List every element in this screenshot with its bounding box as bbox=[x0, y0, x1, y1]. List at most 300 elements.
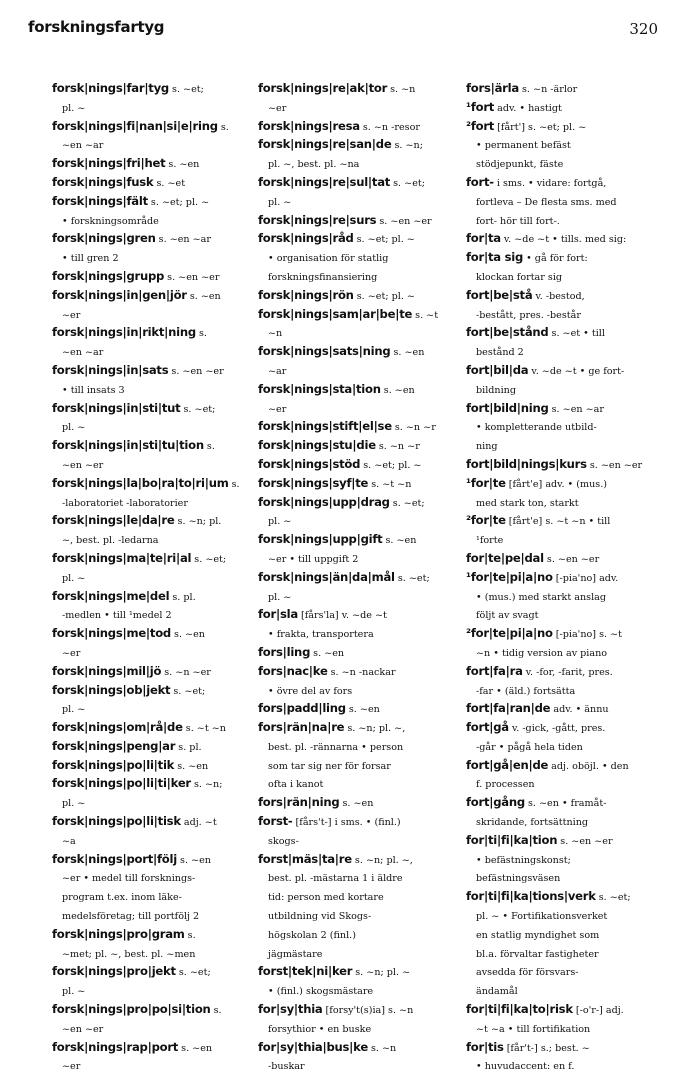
entry-continuation: • huvudaccent: en f. bbox=[476, 1061, 575, 1073]
dictionary-entry bbox=[258, 306, 454, 344]
dictionary-entry bbox=[466, 456, 656, 475]
grammar-info: s. ~et; bbox=[175, 967, 211, 979]
grammar-info: v. ~de ~t • tills. med sig: bbox=[500, 234, 627, 246]
dictionary-entry bbox=[52, 80, 250, 118]
entry-continuation: pl. ~ bbox=[62, 572, 86, 584]
dictionary-entry bbox=[258, 719, 454, 794]
headword: forsk|nings|pro|jekt bbox=[52, 964, 176, 979]
grammar-info: s. bbox=[203, 441, 215, 453]
headword: forsk|nings|resa bbox=[258, 118, 360, 133]
entry-continuation: utbildning vid Skogs- bbox=[268, 911, 372, 923]
entry-continuation: avsedda för försvars- bbox=[476, 967, 579, 979]
dictionary-entry bbox=[258, 118, 454, 137]
grammar-info: adv. • hastigt bbox=[494, 102, 562, 114]
dictionary-entry bbox=[466, 569, 656, 625]
grammar-info: s. ~en ~er bbox=[164, 271, 220, 283]
dictionary-entry bbox=[52, 1039, 250, 1077]
dictionary-entry bbox=[466, 663, 656, 701]
grammar-info: s. ~n bbox=[367, 1042, 397, 1054]
dictionary-entry bbox=[52, 851, 250, 926]
dictionary-entry bbox=[258, 1039, 454, 1077]
entry-continuation: forskningsfinansiering bbox=[268, 271, 378, 283]
dictionary-entry bbox=[52, 268, 250, 287]
dictionary-entry bbox=[258, 230, 454, 286]
grammar-info: s. ~et; bbox=[168, 84, 204, 95]
headword: forsk|nings|fusk bbox=[52, 174, 154, 189]
entry-continuation: tid: person med kortare bbox=[268, 892, 384, 904]
entry-continuation: ~er • medel till forsknings- bbox=[62, 873, 196, 885]
dictionary-entry bbox=[466, 757, 656, 795]
grammar-info: s. ~n ~er bbox=[161, 666, 211, 678]
entry-continuation: ändamål bbox=[476, 986, 518, 998]
headword: for|ta bbox=[466, 231, 501, 246]
headword: fors|rän|na|re bbox=[258, 720, 345, 735]
headword: for|te|pe|dal bbox=[466, 550, 544, 565]
headword: forsk|nings|fi|nan|si|e|ring bbox=[52, 118, 218, 133]
entry-continuation: ~n • tidig version av piano bbox=[476, 647, 608, 659]
grammar-info: s. ~en bbox=[345, 704, 380, 716]
dictionary-entry bbox=[52, 362, 250, 400]
entry-continuation: • forskningsområde bbox=[62, 215, 159, 227]
dictionary-entry bbox=[466, 80, 656, 99]
grammar-info: s. ~en • framåt- bbox=[524, 798, 607, 810]
headword: forsk|nings|in|sti|tut bbox=[52, 400, 181, 415]
entry-continuation: • befästningskonst; bbox=[476, 854, 571, 866]
dictionary-entry bbox=[258, 531, 454, 569]
headword: forsk|nings|pro|gram bbox=[52, 926, 185, 941]
entry-continuation: pl. ~ bbox=[268, 196, 292, 208]
entry-continuation: fortleva – De flesta sms. med bbox=[476, 196, 617, 208]
grammar-info: s. bbox=[210, 1005, 222, 1017]
dictionary-entry bbox=[258, 174, 454, 212]
headword: fort|bild|nings|kurs bbox=[466, 456, 587, 471]
entry-continuation: ~, best. pl. -ledarna bbox=[62, 535, 159, 547]
entry-continuation: best. pl. -rännarna • person bbox=[268, 741, 404, 753]
dictionary-entry bbox=[466, 287, 656, 325]
dictionary-entry bbox=[466, 324, 656, 362]
headword: forsk|nings|om|rå|de bbox=[52, 720, 183, 735]
grammar-info: s. ~n bbox=[387, 84, 416, 95]
entry-continuation: pl. ~ bbox=[62, 798, 86, 810]
dictionary-entry bbox=[466, 832, 656, 888]
headword: fort|be|stå bbox=[466, 287, 533, 302]
entry-continuation: -medlen • till ¹medel 2 bbox=[62, 610, 172, 622]
headword: forsk|nings|port|följ bbox=[52, 851, 177, 866]
dictionary-column-2 bbox=[258, 80, 454, 1076]
entry-continuation: ~en ~er bbox=[62, 1023, 104, 1035]
grammar-info: s. ~t ~n bbox=[182, 723, 226, 735]
headword: forsk|nings|sta|tion bbox=[258, 381, 381, 396]
dictionary-entry bbox=[258, 569, 454, 607]
entry-continuation: • (finl.) skogsmästare bbox=[268, 986, 374, 998]
grammar-info: [fårs't-] i sms. • (finl.) bbox=[292, 817, 401, 829]
entry-continuation: ~n bbox=[268, 328, 283, 340]
dictionary-entry bbox=[52, 512, 250, 550]
grammar-info: [-pia'no] s. ~t bbox=[552, 629, 622, 641]
grammar-info: s. ~n ~r bbox=[391, 422, 436, 434]
entry-continuation: en statlig myndighet som bbox=[476, 929, 600, 941]
entry-continuation: som tar sig ner för forsar bbox=[268, 760, 391, 772]
entry-continuation: -går • pågå hela tiden bbox=[476, 741, 583, 753]
grammar-info: [-pia'no] adv. bbox=[552, 572, 619, 584]
dictionary-entry bbox=[258, 287, 454, 306]
grammar-info: s. pl. bbox=[169, 591, 196, 603]
headword: forsk|nings|re|san|de bbox=[258, 137, 392, 152]
headword: forst|mäs|ta|re bbox=[258, 851, 352, 866]
headword: fort|gång bbox=[466, 795, 525, 810]
dictionary-entry bbox=[52, 400, 250, 438]
grammar-info: s. ~en ~er bbox=[586, 459, 643, 471]
entry-continuation: ~er bbox=[268, 403, 287, 415]
entry-continuation: -bestått, pres. -består bbox=[476, 309, 581, 321]
headword: forsk|nings|po|li|tisk bbox=[52, 814, 181, 829]
entry-continuation: • (mus.) med starkt anslag bbox=[476, 591, 607, 603]
headword: forsk|nings|stöd bbox=[258, 456, 361, 471]
entry-continuation: • permanent befäst bbox=[476, 140, 571, 152]
entry-continuation: bestånd 2 bbox=[476, 347, 524, 359]
grammar-info: v. -gick, -gått, pres. bbox=[508, 723, 606, 735]
dictionary-entry bbox=[466, 719, 656, 757]
entry-continuation: • till gren 2 bbox=[62, 253, 119, 265]
entry-continuation: ~er bbox=[62, 1061, 81, 1073]
dictionary-entry bbox=[52, 550, 250, 588]
dictionary-entry bbox=[258, 606, 454, 644]
entry-continuation: ~er bbox=[62, 309, 81, 321]
grammar-info: s. ~en bbox=[165, 159, 200, 171]
grammar-info: [fårt'] s. ~et; pl. ~ bbox=[494, 121, 587, 133]
entry-continuation: • övre del av fors bbox=[268, 685, 353, 697]
dictionary-column-3 bbox=[466, 80, 656, 1076]
headword: forsk|nings|peng|ar bbox=[52, 738, 176, 753]
entry-continuation: följt av svagt bbox=[476, 610, 539, 622]
grammar-info: s. ~et; bbox=[191, 553, 227, 565]
running-head: forskningsfartyg bbox=[28, 18, 165, 36]
entry-continuation: fort- hör till fort-. bbox=[476, 215, 560, 227]
headword: ¹fort bbox=[466, 99, 495, 114]
entry-continuation: pl. ~ bbox=[62, 704, 86, 716]
entry-continuation: ~ar bbox=[268, 365, 287, 377]
grammar-info: s. ~et; bbox=[595, 892, 631, 904]
entry-continuation: ~a bbox=[62, 835, 76, 847]
dictionary-entry bbox=[466, 625, 656, 663]
dictionary-entry bbox=[258, 475, 454, 494]
dictionary-entry bbox=[52, 719, 250, 738]
grammar-info: s. ~et; bbox=[389, 497, 425, 509]
entry-continuation: • organisation för statlig bbox=[268, 253, 389, 265]
grammar-info: s. ~et; bbox=[170, 685, 206, 697]
dictionary-entry bbox=[258, 418, 454, 437]
headword: forsk|nings|fält bbox=[52, 193, 148, 208]
headword: for|ti|fi|ka|tion bbox=[466, 832, 558, 847]
dictionary-entry bbox=[52, 625, 250, 663]
dictionary-entry bbox=[466, 249, 656, 287]
dictionary-entry bbox=[52, 475, 250, 513]
grammar-info: s. ~en bbox=[186, 290, 221, 302]
dictionary-entry bbox=[258, 136, 454, 174]
grammar-info: s. ~en ~er bbox=[557, 835, 613, 847]
headword: fort|bil|da bbox=[466, 362, 529, 377]
headword: fort|bild|ning bbox=[466, 400, 549, 415]
entry-continuation: skogs- bbox=[268, 835, 299, 847]
grammar-info: s. ~et; bbox=[390, 177, 425, 189]
dictionary-entry bbox=[466, 1001, 656, 1039]
dictionary-entry bbox=[52, 813, 250, 851]
headword: forsk|nings|in|sti|tu|tion bbox=[52, 438, 204, 453]
headword: fort|be|stånd bbox=[466, 325, 549, 340]
headword: forst|tek|ni|ker bbox=[258, 964, 353, 979]
entry-continuation: klockan fortar sig bbox=[476, 271, 563, 283]
headword: forsk|nings|än|da|mål bbox=[258, 569, 395, 584]
entry-continuation: ~er bbox=[268, 102, 287, 114]
grammar-info: s. ~en bbox=[390, 347, 425, 359]
entry-continuation: ~met; pl. ~, best. pl. ~men bbox=[62, 948, 196, 960]
dictionary-entry bbox=[52, 174, 250, 193]
dictionary-entry bbox=[258, 644, 454, 663]
headword: forsk|nings|po|li|ti|ker bbox=[52, 776, 191, 791]
headword: fort|fa|ra bbox=[466, 663, 523, 678]
grammar-info: s. ~n -ärlor bbox=[518, 84, 578, 95]
dictionary-entry bbox=[466, 400, 656, 456]
entry-continuation: ~en ~ar bbox=[62, 347, 104, 359]
headword: forsk|nings|pro|po|si|tion bbox=[52, 1002, 211, 1017]
grammar-info: s. bbox=[184, 929, 196, 941]
dictionary-entry bbox=[52, 230, 250, 268]
dictionary-entry bbox=[52, 118, 250, 156]
grammar-info: s. ~en ~ar bbox=[548, 403, 604, 415]
headword: forsk|nings|in|sats bbox=[52, 362, 169, 377]
grammar-info: s. bbox=[195, 328, 207, 340]
entry-continuation: pl. ~ bbox=[62, 102, 86, 114]
dictionary-entry bbox=[466, 475, 656, 513]
grammar-info: s. ~en ~er bbox=[168, 365, 224, 377]
headword: forsk|nings|fri|het bbox=[52, 156, 166, 171]
headword: for|sy|thia bbox=[258, 1002, 323, 1017]
dictionary-entry bbox=[258, 813, 454, 851]
grammar-info: [-o'r-] adj. bbox=[572, 1005, 624, 1017]
entry-continuation: pl. ~ bbox=[62, 986, 86, 998]
headword: forsk|nings|sam|ar|be|te bbox=[258, 306, 413, 321]
grammar-info: i sms. • vidare: fortgå, bbox=[493, 177, 607, 189]
headword: forsk|nings|in|rikt|ning bbox=[52, 325, 196, 340]
dictionary-entry bbox=[258, 663, 454, 701]
dictionary-entry bbox=[52, 682, 250, 720]
grammar-info: s. ~en bbox=[380, 384, 415, 396]
grammar-info: [fårt'e] adv. • (mus.) bbox=[505, 478, 607, 490]
grammar-info: s. ~n; bbox=[190, 779, 223, 791]
grammar-info: s. ~et; pl. ~ bbox=[353, 290, 415, 302]
grammar-info: s. pl. bbox=[175, 741, 202, 753]
entry-continuation: program t.ex. inom läke- bbox=[62, 892, 182, 904]
headword: forsk|nings|me|tod bbox=[52, 626, 171, 641]
dictionary-entry bbox=[466, 1039, 656, 1077]
dictionary-entry bbox=[466, 362, 656, 400]
headword: for|ta sig bbox=[466, 250, 524, 265]
headword: ²for|te|pi|a|no bbox=[466, 626, 553, 641]
entry-continuation: • kompletterande utbild- bbox=[476, 422, 597, 434]
headword: ¹for|te bbox=[466, 475, 506, 490]
grammar-info: s. ~en bbox=[310, 647, 345, 659]
grammar-info: [forsy't(s)ia] s. ~n bbox=[322, 1005, 414, 1017]
headword: for|tis bbox=[466, 1039, 504, 1054]
entry-continuation: pl. ~ bbox=[268, 591, 292, 603]
dictionary-entry bbox=[52, 663, 250, 682]
headword: fors|padd|ling bbox=[258, 701, 346, 716]
entry-continuation: pl. ~ bbox=[268, 516, 292, 528]
grammar-info: s. ~en bbox=[339, 798, 374, 810]
grammar-info: [fårs'la] v. ~de ~t bbox=[297, 610, 387, 622]
headword: fors|ling bbox=[258, 644, 311, 659]
grammar-info: s. ~n ~r bbox=[375, 441, 420, 453]
headword: forsk|nings|syf|te bbox=[258, 475, 369, 490]
entry-continuation: • till insats 3 bbox=[62, 384, 125, 396]
entry-continuation: pl. ~, best. pl. ~na bbox=[268, 159, 360, 171]
dictionary-entry bbox=[52, 1001, 250, 1039]
entry-continuation: medelsföretag; till portfölj 2 bbox=[62, 911, 200, 923]
dictionary-entry bbox=[52, 757, 250, 776]
dictionary-entry bbox=[466, 700, 656, 719]
grammar-info: s. ~et; pl. ~ bbox=[360, 459, 422, 471]
grammar-info: s. bbox=[217, 121, 229, 133]
grammar-info: s. ~et; pl. ~ bbox=[353, 234, 415, 246]
dictionary-entry bbox=[466, 118, 656, 174]
entry-continuation: bl.a. förvaltar fastigheter bbox=[476, 948, 599, 960]
grammar-info: s. ~n; pl. bbox=[174, 516, 222, 528]
dictionary-entry bbox=[466, 550, 656, 569]
dictionary-entry bbox=[52, 324, 250, 362]
headword: forsk|nings|me|del bbox=[52, 588, 170, 603]
headword: forsk|nings|upp|drag bbox=[258, 494, 390, 509]
headword: forsk|nings|stift|el|se bbox=[258, 419, 392, 434]
grammar-info: • gå för fort: bbox=[523, 253, 588, 265]
headword: forsk|nings|grupp bbox=[52, 268, 165, 283]
entry-continuation: stödjepunkt, fäste bbox=[476, 159, 564, 171]
headword: fors|nac|ke bbox=[258, 663, 328, 678]
dictionary-entry bbox=[52, 775, 250, 813]
grammar-info: s. ~en bbox=[174, 760, 209, 772]
entry-continuation: ofta i kanot bbox=[268, 779, 324, 791]
dictionary-entry bbox=[52, 588, 250, 626]
entry-continuation: ~er • till uppgift 2 bbox=[268, 553, 359, 565]
dictionary-entry bbox=[52, 155, 250, 174]
grammar-info: v. -bestod, bbox=[532, 290, 585, 302]
grammar-info: v. -for, -farit, pres. bbox=[522, 666, 613, 678]
dictionary-entry bbox=[52, 963, 250, 1001]
headword: forsk|nings|la|bo|ra|to|ri|um bbox=[52, 475, 229, 490]
headword: forsk|nings|mil|jö bbox=[52, 663, 162, 678]
entry-continuation: pl. ~ bbox=[62, 422, 86, 434]
headword: forsk|nings|rap|port bbox=[52, 1039, 179, 1054]
grammar-info: v. ~de ~t • ge fort- bbox=[528, 365, 625, 377]
entry-continuation: med stark ton, starkt bbox=[476, 497, 579, 509]
entry-continuation: befästningsväsen bbox=[476, 873, 561, 885]
dictionary-entry bbox=[52, 437, 250, 475]
dictionary-entry bbox=[466, 512, 656, 550]
page-header bbox=[28, 16, 658, 42]
grammar-info: s. ~n; pl. ~, bbox=[351, 854, 413, 866]
entry-continuation: • frakta, transportera bbox=[268, 629, 374, 641]
grammar-info: s. ~en ~er bbox=[543, 553, 600, 565]
dictionary-entry bbox=[258, 794, 454, 813]
dictionary-entry bbox=[258, 456, 454, 475]
dictionary-entry bbox=[258, 80, 454, 118]
dictionary-entry bbox=[258, 851, 454, 964]
grammar-info: s. ~t bbox=[412, 309, 439, 321]
headword: forsk|nings|gren bbox=[52, 231, 156, 246]
grammar-info: s. ~en bbox=[382, 535, 417, 547]
entry-continuation: ¹forte bbox=[476, 535, 504, 547]
entry-continuation: forsythior • en buske bbox=[268, 1023, 372, 1035]
grammar-info: s. ~et • till bbox=[548, 328, 605, 340]
dictionary-entry bbox=[258, 437, 454, 456]
grammar-info: s. ~et; pl. ~ bbox=[147, 196, 210, 208]
headword: for|sy|thia|bus|ke bbox=[258, 1039, 368, 1054]
entry-continuation: jägmästare bbox=[268, 948, 323, 960]
dictionary-entry bbox=[466, 99, 656, 118]
entry-continuation: best. pl. -mästarna 1 i äldre bbox=[268, 873, 403, 885]
headword: fors|rän|ning bbox=[258, 795, 340, 810]
headword: fort|gå|en|de bbox=[466, 757, 549, 772]
entry-continuation: pl. ~ • Fortifikationsverket bbox=[476, 911, 608, 923]
entry-continuation: ~en ~ar bbox=[62, 140, 104, 152]
headword: forsk|nings|le|da|re bbox=[52, 513, 175, 528]
headword: fort|gå bbox=[466, 720, 509, 735]
grammar-info: s. ~n -resor bbox=[359, 121, 420, 133]
headword: forsk|nings|sats|ning bbox=[258, 344, 391, 359]
headword: forsk|nings|ma|te|ri|al bbox=[52, 550, 192, 565]
headword: for|ti|fi|ka|tions|verk bbox=[466, 889, 596, 904]
entry-continuation: högskolan 2 (finl.) bbox=[268, 929, 356, 941]
grammar-info: s. ~en ~er bbox=[376, 215, 432, 227]
entry-continuation: ning bbox=[476, 441, 498, 453]
dictionary-entry bbox=[258, 212, 454, 231]
headword: ¹for|te|pi|a|no bbox=[466, 569, 553, 584]
dictionary-column-1 bbox=[52, 80, 250, 1076]
headword: for|ti|fi|ka|to|risk bbox=[466, 1002, 573, 1017]
headword: forsk|nings|re|ak|tor bbox=[258, 81, 388, 95]
grammar-info: [fårt'e] s. ~t ~n • till bbox=[505, 516, 611, 528]
grammar-info: s. ~n -nackar bbox=[327, 666, 396, 678]
headword: ²fort bbox=[466, 118, 495, 133]
dictionary-entry bbox=[258, 963, 454, 1001]
page-number: 320 bbox=[629, 20, 658, 38]
headword: forsk|nings|re|surs bbox=[258, 212, 377, 227]
dictionary-entry bbox=[52, 287, 250, 325]
grammar-info: s. ~t ~n bbox=[368, 478, 412, 490]
grammar-info: adj. oböjl. • den bbox=[548, 760, 629, 772]
grammar-info: adj. ~t bbox=[180, 817, 217, 829]
headword: forsk|nings|råd bbox=[258, 231, 354, 246]
entry-continuation: skridande, fortsättning bbox=[476, 817, 589, 829]
grammar-info: s. ~et; bbox=[180, 403, 216, 415]
dictionary-entry bbox=[52, 738, 250, 757]
grammar-info: s. ~en bbox=[170, 629, 205, 641]
entry-continuation: f. processen bbox=[476, 779, 535, 791]
headword: forst- bbox=[258, 814, 293, 829]
dictionary-entry bbox=[52, 926, 250, 964]
headword: fort|fa|ran|de bbox=[466, 701, 551, 716]
dictionary-entry bbox=[258, 1001, 454, 1039]
headword: forsk|nings|re|sul|tat bbox=[258, 174, 391, 189]
dictionary-entry bbox=[466, 230, 656, 249]
headword: fort- bbox=[466, 174, 494, 189]
headword: ²for|te bbox=[466, 513, 506, 528]
entry-continuation: ~en ~er bbox=[62, 459, 104, 471]
headword: forsk|nings|ob|jekt bbox=[52, 682, 171, 697]
dictionary-entry bbox=[258, 494, 454, 532]
grammar-info: s. ~n; bbox=[391, 140, 423, 152]
grammar-info: s. ~en ~ar bbox=[155, 234, 211, 246]
entry-continuation: -buskar bbox=[268, 1061, 305, 1073]
